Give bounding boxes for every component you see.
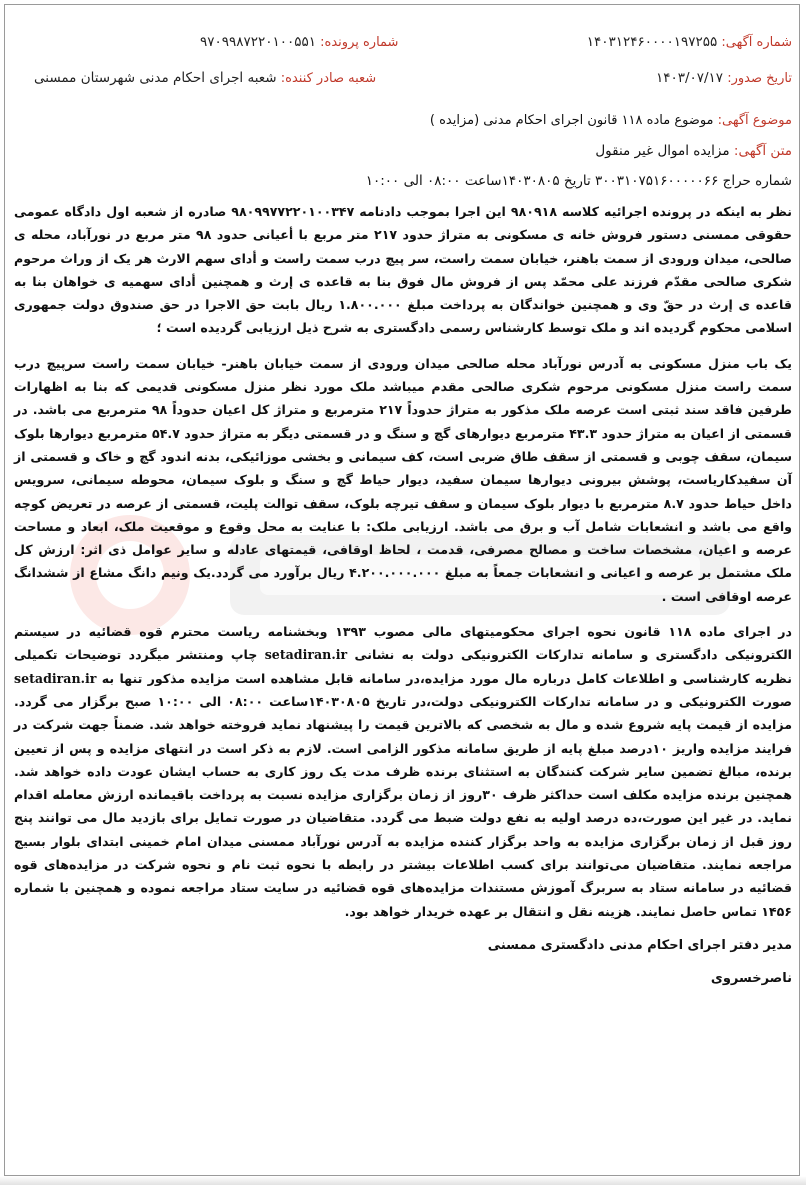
- rules-text-part-3: صورت الکترونیکی و در سامانه تدارکات الکترونیکی دولت،در تاریخ ۱۴۰۳۰۸۰۵ساعت ۰۸:۰۰ الی ۱۰:۰۰ صبح برگزار می گردد. مزایده از قیمت پایه شروع شده و مال به شخصی که بالاترین قیمت را پیشنهاد نماید فروخته خواهد شد. ضمناً جهت شرکت در فرایند مزایده واریز ۱۰درصد مبلغ پایه از طریق سامانه مذکور الزامی است. لازم به ذکر است در انتهای مزایده و پس از تعیین برنده، مبالغ تضمین سایر شرکت کنندگان به استثنای برنده ظرف مدت یک روز کاری به حساب ایشان عودت داده خواهد شد. همچنین برنده مزایده مکلف است حداکثر ظرف ۳۰روز از زمان برگزاری مزایده نسبت به پرداخت باقیمانده ارزش معامله اقدام نماید. در غیر این صورت،ده درصد اولیه به نفع دولت ضبط می گردد. متقاضیان در صورت تمایل برای بازدید مال می توانند پنج روز قبل از زمان برگزاری مزایده به واحد برگزار کننده مزایده به آدرس نورآباد ممسنی میدان امام خمینی ابتدای بلوار بسیج مراجعه نمایند. متقاضیان می‌توانند برای کسب اطلاعات بیشتر در رابطه با نحوه ثبت نام و نحوه شرکت در مزایده‌های قوه قضائیه در سامانه ستاد به سربرگ آموزش مستندات مزایده‌های قوه قضائیه در سایت ستاد مراجعه نموده و همچنین با شماره ۱۴۵۶ تماس حاصل نمایند. هزینه نقل و انتقال بر عهده خریدار خواهد بود.: [14, 693, 792, 919]
- header-row-1: [14, 24, 792, 60]
- case-number-label: شماره پرونده:: [320, 35, 399, 50]
- signature-title: مدیر دفتر اجرای احکام مدنی دادگستری ممسنی: [487, 937, 792, 953]
- announcement-document: [14, 24, 792, 995]
- ad-number-label: شماره آگهی:: [721, 35, 792, 50]
- auction-line: شماره حراج ۳۰۰۳۱۰۷۵۱۶۰۰۰۰۰۶۶ تاریخ ۱۴۰۳۰۸۰۵ساعت ۰۸:۰۰ الی ۱۰:۰۰: [365, 173, 792, 189]
- issue-date-label: تاریخ صدور:: [727, 71, 792, 86]
- rules-text-part-2: چاپ ومنتشر میگردد توضیحات تکمیلی نظریه کارشناسی و اطلاعات کامل درباره مال مورد مزایده،در سامانه قابل مشاهده است مزایده مذکور تنها به: [14, 647, 792, 686]
- issuer-label: شعبه صادر کننده:: [280, 71, 377, 86]
- subject-value: موضوع ماده ۱۱۸ قانون اجرای احکام مدنی (مزایده ): [429, 113, 714, 128]
- header-row-2: [14, 60, 792, 96]
- case-number: ۹۷۰۹۹۸۷۲۲۰۱۰۰۵۵۱: [200, 34, 317, 50]
- signature-name: ناصرخسروی: [710, 970, 792, 986]
- ad-number-field: [587, 34, 792, 50]
- issue-date: ۱۴۰۳/۰۷/۱۷: [655, 70, 724, 86]
- issue-date-field: [656, 70, 792, 86]
- case-number-field: [200, 34, 398, 50]
- paragraph-order: نظر به اینکه در پرونده اجرائیه کلاسه ۹۸۰۹۱۸ این اجرا بموجب دادنامه ۹۸۰۹۹۷۷۲۲۰۱۰۰۳۴۷ صادره از شعبه اول دادگاه عمومی حقوقی ممسنی دستور فروش خانه ی مسکونی به متراژ حدود ۲۱۷ متر مربع با أعیانی حدود ۹۸ متر مربع در نورآباد، محله ی صالحی، میدان ورودی از سمت باهنر، خیابان سمت راست، سر پیچ درب سمت راست و أدای سهم الارث هر یک از وراث مرحوم شکری صالحی مقدّم فرزند علی محمّد پس از فروش مال فوق بنا به قاعده ی إرث و همچنین أدای سهمیه ی خواهان بنا به قاعده ی إرث در حقّ وی و همچنین خواندگان به پرداخت مبلغ ۱.۸۰۰.۰۰۰ ریال بابت حق الاجرا در حق صندوق دولت جمهوری اسلامی محکوم گردیده اند و ملک توسط کارشناس رسمی دادگستری به شرح ذیل ارزیابی گردیده است ؛: [14, 204, 792, 336]
- ad-text-row: [14, 136, 792, 166]
- subject-row: [14, 106, 792, 136]
- setadiran-link-2[interactable]: setadiran.ir: [14, 670, 97, 686]
- subject-label: موضوع آگهی:: [717, 113, 792, 128]
- issuer: شعبه اجرای احکام مدنی شهرستان ممسنی: [34, 70, 277, 86]
- ad-number: ۱۴۰۳۱۲۴۶۰۰۰۰۱۹۷۲۵۵: [586, 34, 718, 50]
- ad-text-label: متن آگهی:: [733, 143, 792, 159]
- paragraph-auction-rules: [14, 620, 792, 923]
- issuer-field: [34, 70, 376, 86]
- paragraph-property-description: یک باب منزل مسکونی به آدرس نورآباد محله صالحی میدان ورودی از سمت خیابان باهنر- خیابان سمت راست سرپیچ درب سمت راست منزل مسکونی مرحوم شکری صالحی مقدم میباشد ملک مورد نظر منزل مسکونی قدیمی که بنا به اظهارات طرفین فاقد سند ثبتی است عرصه ملک مذکور به متراژ حدوداً ۲۱۷ مترمربع و متراژ کل اعیان حدوداً ۹۸ مترمربع می باشد. در قسمتی از اعیان به متراژ حدود ۴۳.۳ مترمربع دیوارهای گچ و سنگ و در قسمتی دیگر به متراژ حدود ۵۴.۷ مترمربع دیوارها بلوک سیمان، سقف چوبی و قسمتی از سقف طاق ضربی است، کف سیمانی و بخشی موزائیکی، بدنه اندود گچ و خاک و قسمتی از آن سفیدکاریاست، پوشش بیرونی دیوارها سیمان سفید، دیوار حیاط گچ و سنگ و بلوک سیمان، محوطه سیمانی، سرویس داخل حیاط حدود ۸.۷ مترمربع با دیوار بلوک سیمان و سقف تیرچه بلوک، سقف توالت پلیت، قسمتی از عرصه در تعریض کوچه واقع می باشد و انشعابات شامل آب و برق می باشد. ارزیابی ملک: با عنایت به محل وقوع و موقعیت ملک، ابعاد و مساحت عرصه و اعیان، مشخصات ساخت و مصالح مصرفی، قدمت ، لحاظ اوقافی، قیمتهای عادله و سایر عوامل ذی اثر: ارزش کل ملک مشتمل بر عرصه و اعیانی و انشعابات جمعاً به مبلغ ۴.۲۰۰.۰۰۰.۰۰۰ ریال برآورد می گردد.یک ونیم دانگ مشاع از ششدانگ عرصه اوقافی است .: [14, 355, 793, 604]
- bottom-strip: [0, 1176, 806, 1185]
- rules-text-part-1: در اجرای ماده ۱۱۸ قانون نحوه اجرای محکومیتهای مالی مصوب ۱۳۹۳ وبخشنامه ریاست محترم قوه قضائیه در سیستم الکترونیکی دادگستری و سامانه تدارکات الکترونیکی دولت به نشانی: [14, 624, 793, 663]
- setadiran-link-1[interactable]: setadiran.ir: [264, 647, 348, 663]
- ad-text-value: مزایده اموال غیر منقول: [595, 143, 730, 159]
